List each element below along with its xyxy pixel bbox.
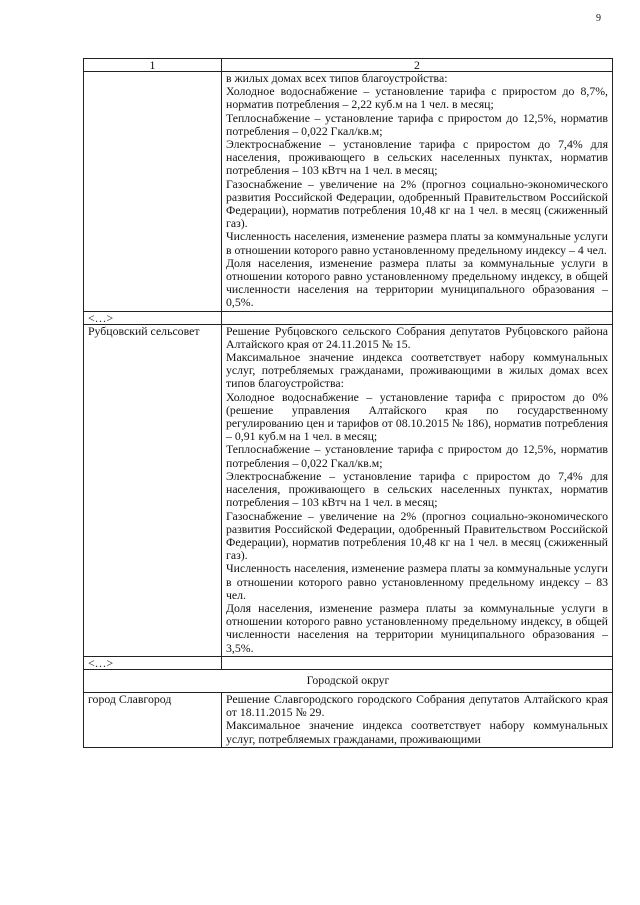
- row-name-empty: [84, 72, 222, 312]
- ellipsis-mark: <…>: [84, 656, 222, 669]
- paragraph: Решение Рубцовского сельского Собрания депутатов Рубцовского района Алтайского края от 24.11.2015 № 15.: [226, 323, 608, 351]
- section-title: Городской округ: [84, 669, 613, 692]
- row-description: [222, 692, 613, 747]
- table-row: [84, 72, 613, 312]
- paragraph: Газоснабжение – увеличение на 2% (прогноз социально-экономического развития Российской Федерации, одобренный Правительством Российской Федерации), норматив потребления 10,48 кг на 1 чел. в месяц (сжиженный газ).: [226, 508, 608, 563]
- paragraph: Электроснабжение – установление тарифа с приростом до 7,4% для населения, проживающего в сельских населенных пунктах, норматив потребления – 103 кВтч на 1 чел. в месяц;: [226, 468, 608, 510]
- paragraph: Доля населения, изменение размера платы за коммунальные услуги в отношении которого равно установленному предельному индексу, в общей численности населения на территории муниципального образования – 0,5%.: [226, 255, 608, 310]
- paragraph: Холодное водоснабжение – установление тарифа с приростом до 0% (решение управления Алтайского края по государственному регулированию цен и тарифов от 08.10.2015 № 186), норматив потребления – 0,91 куб.м на 1 чел. в месяц;: [226, 389, 608, 444]
- row-description: [222, 72, 613, 312]
- municipality-name: город Славгород: [84, 692, 222, 747]
- table-row: [84, 324, 613, 656]
- paragraph: Электроснабжение – установление тарифа с приростом до 7,4% для населения, проживающего в сельских населенных пунктах, норматив потребления – 103 кВтч на 1 чел. в месяц;: [226, 137, 608, 178]
- paragraph: Доля населения, изменение размера платы за коммунальные услуги в отношении которого равно установленному предельному индексу, в общей численности населения на территории муниципального образования – 3,5%.: [226, 600, 608, 655]
- header-row: [84, 59, 613, 72]
- row-description: [222, 324, 613, 656]
- header-col-2: 2: [222, 59, 613, 72]
- ellipsis-empty: [222, 656, 613, 669]
- paragraph: Численность населения, изменение размера платы за коммунальные услуги в отношении которого равно установленному предельному индексу – 4 чел.: [226, 229, 608, 257]
- paragraph: Теплоснабжение – установление тарифа с приростом до 12,5%, норматив потребления – 0,022 Гкал/кв.м;: [226, 442, 608, 470]
- paragraph: Газоснабжение – увеличение на 2% (прогноз социально-экономического развития Российской Федерации, одобренный Правительством Российской Федерации), норматив потребления 10,48 кг на 1 чел. в месяц (сжиженный газ).: [226, 176, 608, 231]
- paragraph: Максимальное значение индекса соответствует набору коммунальных услуг, потребляемых гражданами, проживающими в жилых домах всех типов благоустройства:: [226, 350, 608, 391]
- section-row: [84, 669, 613, 692]
- ellipsis-row: [84, 656, 613, 669]
- ellipsis-empty: [222, 311, 613, 324]
- ellipsis-row: [84, 311, 613, 324]
- paragraph: Решение Славгородского городского Собрания депутатов Алтайского края от 18.11.2015 № 29.: [226, 691, 608, 720]
- header-col-1: 1: [84, 59, 222, 72]
- ellipsis-mark: <…>: [84, 311, 222, 324]
- page-number: 9: [596, 13, 601, 24]
- paragraph: в жилых домах всех типов благоустройства:: [226, 71, 448, 85]
- municipality-name: Рубцовский сельсовет: [84, 324, 222, 656]
- paragraph: Численность населения, изменение размера платы за коммунальные услуги в отношении которого равно установленному предельному индексу – 83 чел.: [226, 561, 608, 602]
- paragraph: Холодное водоснабжение – установление тарифа с приростом до 8,7%, норматив потребления – 2,22 куб.м на 1 чел. в месяц;: [226, 84, 608, 112]
- data-table: [83, 58, 613, 748]
- table-row: [84, 692, 613, 747]
- paragraph: Теплоснабжение – установление тарифа с приростом до 12,5%, норматив потребления – 0,022 Гкал/кв.м;: [226, 110, 608, 138]
- paragraph: Максимальное значение индекса соответствует набору коммунальных услуг, потребляемых гражданами, проживающими: [226, 718, 608, 746]
